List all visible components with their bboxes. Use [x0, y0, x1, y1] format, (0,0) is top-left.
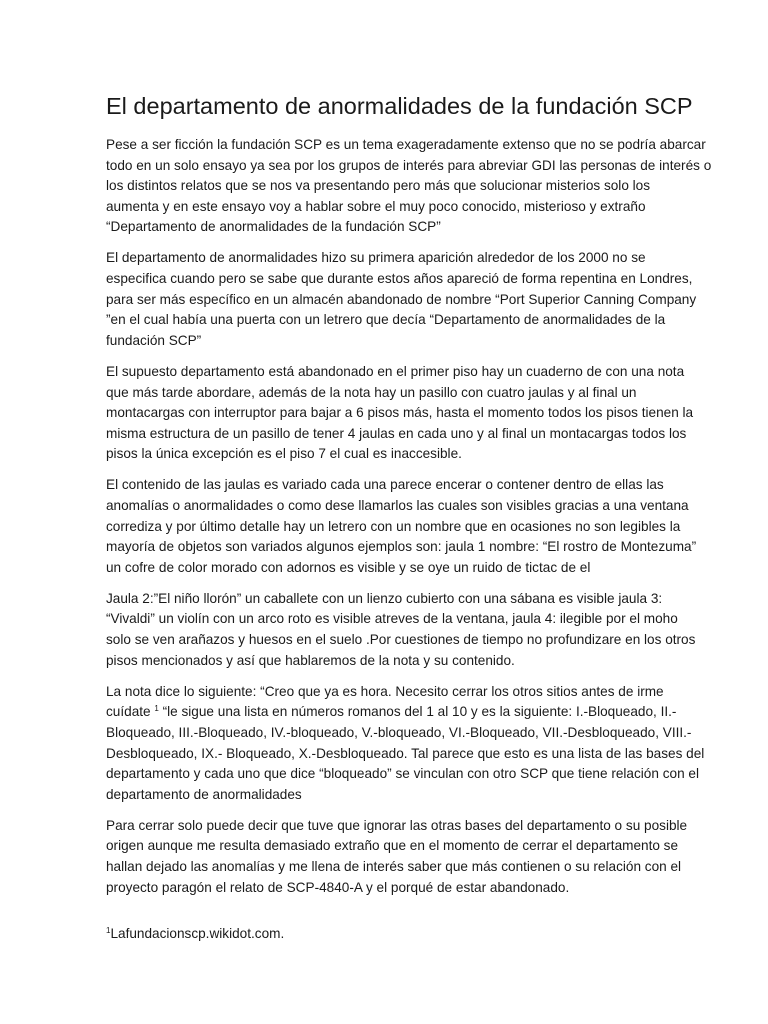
text-line: Bloqueado, III.-Bloqueado, IV.-bloqueado, V.-bloqueado, VI.-Bloqueado, VII.-Desbloqueado, VIII.-	[106, 724, 692, 740]
document-title: El departamento de anormalidades de la fundación SCP	[106, 93, 693, 119]
text-line: hallan dejado las anomalías y me llena de interés saber que más contienen o su relación con el	[106, 859, 682, 874]
text-line: Jaula 2:”El niño llorón” un caballete con un lienzo cubierto con una sábana es visible jaula 3:	[106, 590, 663, 606]
text-line-with-footnote	[106, 702, 706, 723]
text-line: mayoría de objetos son variados algunos ejemplos son: jaula 1 nombre: “El rostro de Montezuma”	[106, 539, 697, 555]
text-segment: “le sigue una lista en números romanos del 1 al 10 y es la siguiente: I.-Bloqueado, II.-	[158, 704, 677, 720]
text-line: departamento y cada uno que dice “bloqueado” se vinculan con otro SCP que tiene relación con el	[106, 766, 699, 782]
text-line: todo en un solo ensayo ya sea por los grupos de interés para abreviar GDI las personas de interés o	[106, 157, 712, 173]
text-line: un cofre de color morado con adornos es visible y se oye un ruido de tictac de el	[106, 559, 591, 575]
text-segment: cuídate	[106, 704, 155, 720]
text-line: que más tarde abordare, además de la nota hay un pasillo con cuatro jaulas y al final un	[106, 384, 637, 400]
text-line: para ser más específico en un almacén abandonado de nombre “Port Superior Canning Company	[106, 291, 697, 307]
text-line: “Vivaldi” un violín con un arco roto es visible atreves de la ventana, jaula 4: ilegible por el moho	[106, 611, 678, 627]
text-line: pisos mencionados y así que hablaremos de la nota y su contenido.	[106, 652, 515, 668]
paragraph-5	[106, 589, 706, 671]
paragraph-7	[106, 816, 706, 898]
text-line: corrediza y por último detalle hay un letrero con un nombre que en ocasiones no son legibles la	[106, 518, 681, 534]
text-line: Pese a ser ficción la fundación SCP es un tema exageradamente extenso que no se podría abarcar	[106, 137, 706, 152]
text-line: El contenido de las jaulas es variado cada una parece encerar o contener dentro de ellas las	[106, 477, 664, 493]
paragraph-2	[106, 248, 706, 351]
footnote	[106, 924, 284, 944]
paragraph-3	[106, 362, 706, 465]
text-line: aumenta y en este ensayo voy a hablar sobre el muy poco conocido, misterioso y extraño	[106, 198, 646, 214]
paragraph-1	[106, 135, 712, 238]
text-line: “Departamento de anormalidades de la fundación SCP”	[106, 219, 441, 235]
text-line: anomalías o anormalidades o como dese llamarlos las cuales son visibles gracias a una ventana	[106, 498, 689, 513]
text-line: montacargas con interruptor para bajar a 6 pisos más, hasta el momento todos los pisos tienen la	[106, 405, 694, 421]
text-line: fundación SCP”	[106, 332, 202, 348]
footnote-marker: 1	[106, 926, 111, 935]
text-line: La nota dice lo siguiente: “Creo que ya es hora. Necesito cerrar los otros sitios antes de irme	[106, 683, 664, 699]
text-line: especifica cuando pero se sabe que durante estos años apareció de forma repentina en Londres,	[106, 271, 693, 287]
text-line: Desbloqueado, IX.- Bloqueado, X.-Desbloqueado. Tal parece que esto es una lista de las bases del	[106, 745, 705, 761]
footnote-text: Lafundacionscp.wikidot.com.	[110, 926, 285, 941]
text-line: misma estructura de un pasillo de tener 4 jaulas en cada uno y al final un montacargas todos los	[106, 425, 687, 441]
footnote-reference[interactable]: 1	[154, 704, 159, 714]
document-body	[106, 135, 712, 909]
text-line: solo se ven arañazos y huesos en el suelo .Por cuestiones de tiempo no profundizare en los otros	[106, 632, 696, 648]
text-line: El supuesto departamento está abandonado en el primer piso hay un cuaderno de con una nota	[106, 363, 685, 379]
text-line: proyecto paragón el relato de SCP-4840-A y el porqué de estar abandonado.	[106, 879, 570, 895]
text-line: pisos la única excepción es el piso 7 el cual es inaccesible.	[106, 446, 462, 462]
paragraph-4	[106, 475, 706, 578]
paragraph-6	[106, 682, 706, 806]
text-line: Para cerrar solo puede decir que tuve que ignorar las otras bases del departamento o su posible	[106, 817, 688, 833]
text-line: los distintos relatos que se nos va presentando pero más que solucionar misterios solo los	[106, 178, 651, 194]
text-line: departamento de anormalidades	[106, 786, 302, 802]
text-line: ”en el cual había una puerta con un letrero que decía “Departamento de anormalidades de la	[106, 312, 666, 328]
text-line: El departamento de anormalidades hizo su primera aparición alrededor de los 2000 no se	[106, 250, 646, 266]
text-line: origen aunque me resulta demasiado extraño que en el momento de cerrar el departamento se	[106, 838, 679, 854]
